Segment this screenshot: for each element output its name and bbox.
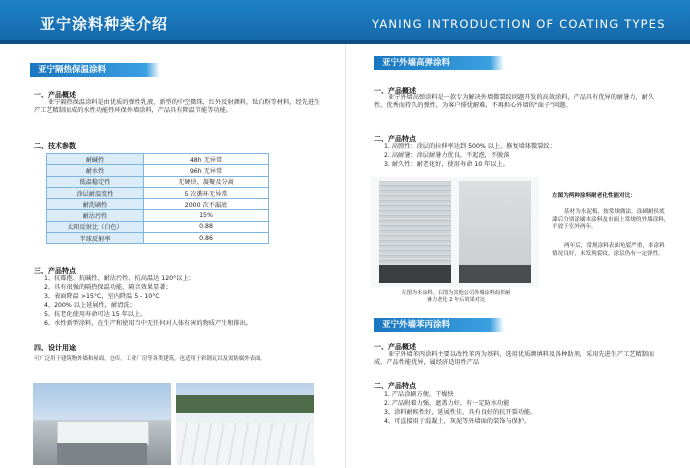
section-title-insulation: 亚宁隔热保温涂料 (30, 63, 146, 77)
spec-value: 0.86 (144, 233, 269, 244)
heading-overview: 一、产品概述 (34, 91, 76, 99)
heading-s2-features: 二、产品特点 (374, 382, 416, 390)
section-title-styrene-acrylic: 亚宁外墙苯丙涂料 (374, 318, 490, 332)
spec-row (47, 165, 269, 176)
compare-text-2: 两年后，常规涂料表面龟裂严重，本涂料情况良好，未发现裂纹，涂层仍有一定弹性。 (552, 243, 665, 257)
photo-coated-roof (176, 423, 314, 465)
section-title-elastic: 亚宁外墙高弹涂料 (374, 56, 490, 70)
s2-feature-item: 1. 产品涂刷方便，干燥快 (384, 391, 454, 398)
spec-row (47, 176, 269, 187)
spec-value: 0.88 (144, 221, 269, 232)
spec-name: 耐沾污性 (47, 210, 144, 221)
spec-row (47, 154, 269, 165)
panel-base-band (379, 265, 451, 283)
photo-roof-surface (57, 421, 149, 445)
feature-item: 1、抗霉抱、抗碱性、耐沾污性、抗高温达 120°以上； (44, 275, 195, 282)
spec-row (47, 199, 269, 210)
photo-roof-coating (33, 383, 171, 465)
heading-s2-overview: 一、产品概述 (374, 343, 416, 351)
heading-design-use: 四、设计用途 (34, 344, 76, 352)
feature-item: 6、水性新型涂料，在生产和使用当中无任何对人体有害的物质产生和排出。 (44, 320, 253, 327)
spec-name: 低温稳定性 (47, 176, 144, 187)
spec-name: 耐碱性 (47, 154, 144, 165)
compare-title: 左图为两种涂料耐老化性能对比： (552, 193, 636, 199)
heading-specs: 二、技术参数 (34, 142, 76, 150)
spec-row (47, 233, 269, 244)
s1-overview-text: 亚宁外墙高弹涂料是一款专为解决外墙微裂纹问题开发的高效涂料，产品具有优异的耐暑力，耐久性，优秀而持久的弹性，为客户排忧解难，不再担心外墙的"面子"问题。 (374, 94, 655, 110)
spec-table (46, 153, 269, 244)
heading-features: 三、产品特点 (34, 267, 76, 275)
photo-wall (57, 443, 147, 465)
feature-item: 3、表面降温 >15°C，室内降温 5 - 10°C (44, 293, 160, 300)
photo-factory-roof (176, 383, 314, 465)
photo-caption: 左图为本涂料，右图为其他公司外墙涂料曲折耐暑力老化 2 年后效果对比 (401, 290, 511, 303)
photo-panel-comparison (371, 177, 539, 287)
panel-other-coating (459, 181, 531, 283)
spec-name: 涂层耐温变性 (47, 187, 144, 198)
spec-name: 耐水性 (47, 165, 144, 176)
heading-s1-overview: 一、产品概述 (374, 87, 416, 95)
compare-text-1: 基材为水泥板，按常规做法，涂刷耐侯底漆后分别涂刷本涂料及市面上常规的外墙涂料，平放于室外两年。 (552, 209, 670, 231)
s2-feature-item: 3、涂料耐候性好，延展性佳，具有良好的抗开裂功能。 (384, 409, 537, 416)
spec-row (47, 187, 269, 198)
header-banner (0, 0, 690, 44)
spec-name: 耐洗刷性 (47, 199, 144, 210)
spec-value: 无硬块、凝聚及分离 (144, 176, 269, 187)
spec-name: 半球反射率 (47, 233, 144, 244)
spec-value: 15% (144, 210, 269, 221)
page-divider (345, 44, 346, 468)
spec-value: 96h 无异常 (144, 165, 269, 176)
photo-trees (176, 395, 314, 413)
heading-s1-features: 二、产品特点 (374, 135, 416, 143)
s2-feature-item: 4、可直接用于混凝土，灰泥等外墙面的装饰与保护。 (384, 418, 531, 425)
feature-item: 2、具有很强的隔热保温功能，隔音效果显著； (44, 284, 172, 291)
title-en: YANING INTRODUCTION OF COATING TYPES (372, 17, 666, 31)
spec-value: 5 次循环无异常 (144, 187, 269, 198)
panel-base-band (459, 265, 531, 283)
s1-feature-item: 2. 高耐暑：涂层耐暑力优良，不起泡，不脱落 (384, 152, 510, 159)
s1-feature-item: 1. 高弹性：涂层的拉伸率达到 500% 以上，修复墙体微裂纹； (384, 143, 556, 150)
spec-name: 太阳反射比（白色） (47, 221, 144, 232)
feature-item: 5、抗老化使用寿命可达 15 年以上。 (44, 311, 147, 318)
overview-text: 亚宁隔热保温涂料是由优质的弹性乳液，新型的中空微珠，红外反射颜料，钛白粉等材料，经先进生产工艺精制而成的水性功能性环保外墙涂料，产品具有降温节能等功能。 (34, 99, 321, 115)
s2-feature-item: 2. 产品附着力强，遮盖力好，有一定防水功能 (384, 400, 510, 407)
spec-value: 2000 次不漏底 (144, 199, 269, 210)
feature-item: 4、200% 以上延展性，耐清洗； (44, 302, 136, 309)
s1-feature-item: 3. 耐久性：耐老化好，使用寿命 10 年以上。 (384, 161, 509, 168)
panel-this-coating (379, 181, 451, 283)
spec-value: 48h 无异常 (144, 154, 269, 165)
title-cn: 亚宁涂料种类介绍 (40, 15, 169, 33)
spec-row (47, 210, 269, 221)
s2-overview-text: 亚宁外墙苯丙涂料主要以改性苯丙为基料，选用优质颜填料及各种助剂，采用先进生产工艺精制而成，产品性能优异，属经济适用性产品 (374, 351, 655, 367)
design-use-text: 可广泛用于建筑物外墙和屋面，仓库，工业厂房等各类建筑，也适用于彩钢瓦以及需防腐外表面。 (34, 356, 266, 362)
spec-row (47, 221, 269, 232)
